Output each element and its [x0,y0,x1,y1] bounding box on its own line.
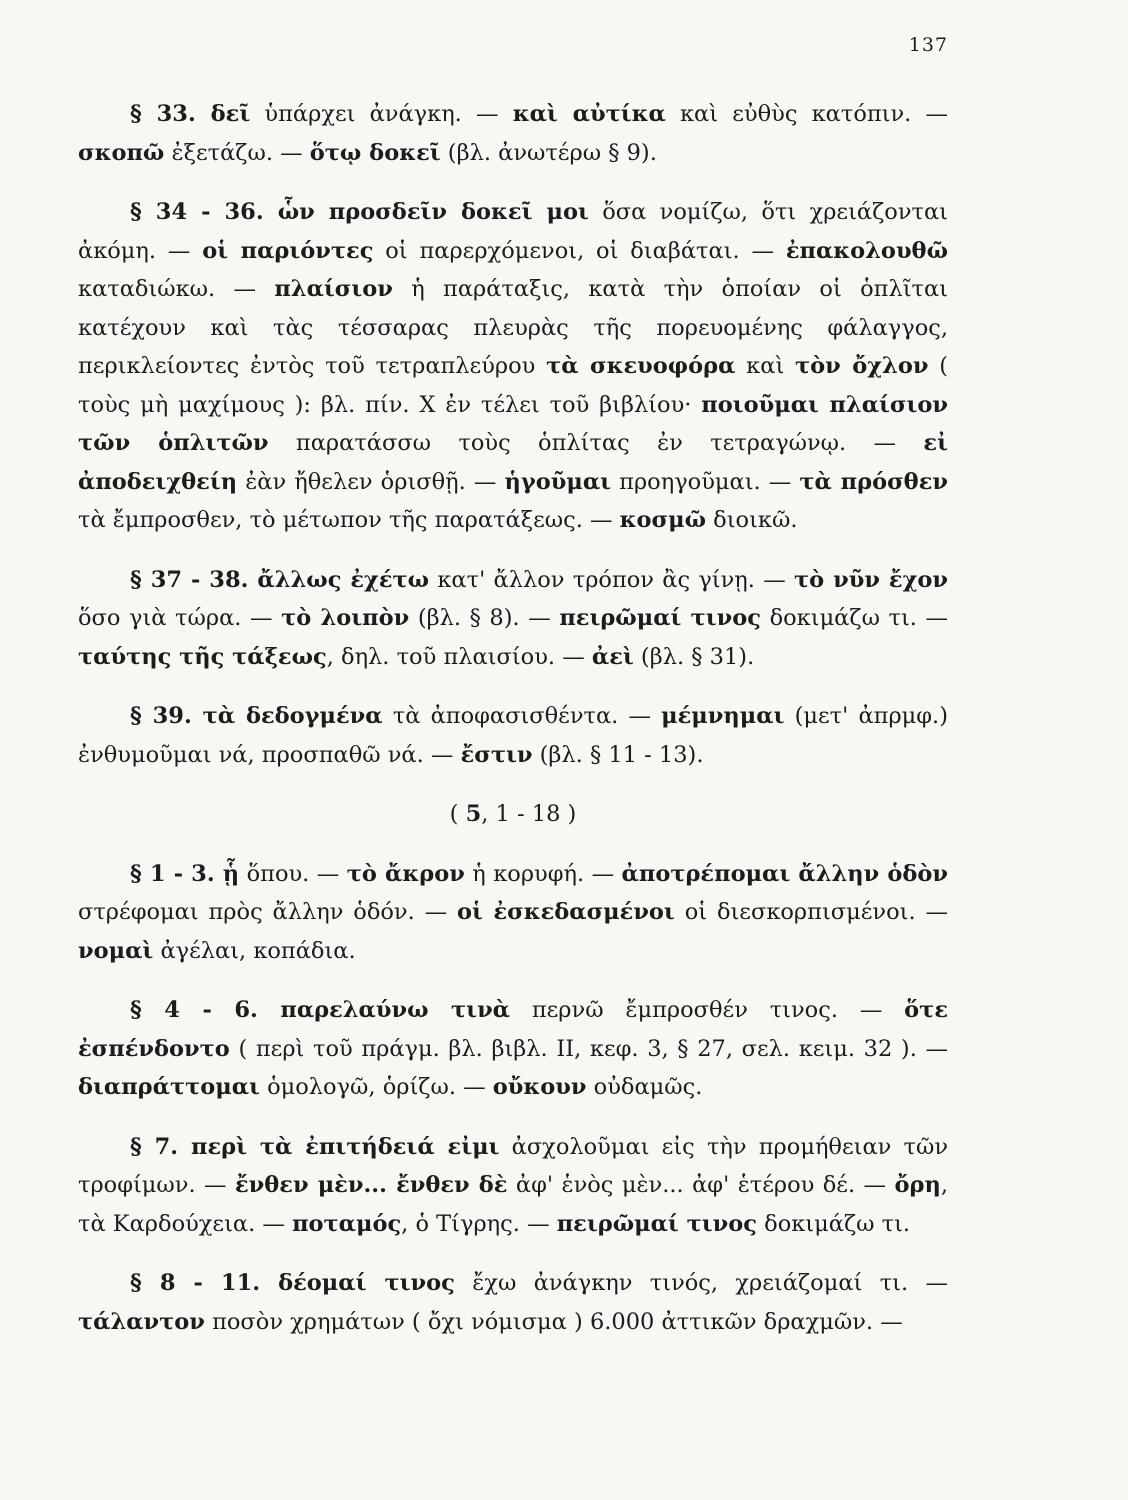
lemma: § 37 - 38. ἄλλως ἐχέτω [130,566,430,593]
lemma: ἔνθεν μὲν... ἔνθεν δὲ [234,1172,508,1198]
gloss: (βλ. § 11 - 13). [532,741,704,768]
gloss: ὅσο γιὰ τώρα. — [78,605,282,631]
commentary-paragraph [78,697,948,774]
lemma: τὸ ἄκρον [346,860,465,887]
gloss: περνῶ ἔμπροσθέν τινος. — [510,997,905,1023]
lemma: εἰ ἀποδειχθείη [78,430,948,495]
lemma: § 8 - 11. δέομαί τινος [130,1270,455,1296]
commentary-paragraph [78,1264,948,1341]
gloss: δοκιμάζω τι. — [761,605,948,631]
gloss: ποσὸν χρημάτων ( ὄχι νόμισμα ) 6.000 ἀττικῶν δραχμῶν. — [204,1308,903,1335]
gloss: ὑπάρχει ἀνάγκη. — [250,101,513,127]
gloss: (βλ. § 31). [633,643,755,670]
gloss: ἀφ' ἑνὸς μὲν... ἀφ' ἑτέρου δέ. — [507,1172,895,1198]
gloss: τὰ ἀποφασισθέντα. — [382,703,662,729]
commentary-paragraph [78,1128,948,1244]
lemma: § 4 - 6. παρελαύνω τινὰ [130,997,510,1023]
gloss: (μετ' ἀπρμφ.) ἐνθυμοῦμαι νά, προσπαθῶ νά. — [78,703,948,768]
lemma: ἐπακολουθῶ [785,237,948,264]
gloss: δοκιμάζω τι. [757,1210,911,1237]
gloss: ὅσα νομίζω, ὅτι χρειάζονται ἀκόμη. — [78,199,948,264]
gloss: στρέφομαι πρὸς ἄλλην ὁδόν. — [78,899,457,925]
lemma: σκοπῶ [78,139,165,166]
lemma: πειρῶμαί τινος [556,1210,757,1237]
commentary-paragraph [78,561,948,677]
section-heading-range: , 1 - 18 ) [481,801,577,827]
gloss: , δηλ. τοῦ πλαισίου. — [326,643,592,670]
page-number: 137 [908,34,948,56]
gloss: τὰ ἔμπροσθεν, τὸ μέτωπον τῆς παρατάξεως. — [78,507,620,533]
gloss: ἀσχολοῦμαι εἰς τὴν προμήθειαν τῶν τροφίμων. — [78,1133,948,1198]
lemma: ἔστιν [460,741,533,768]
lemma: ποταμός [292,1210,402,1237]
lemma: πλαίσιον [274,276,393,302]
body-text [78,95,948,1362]
gloss: ὁμολογῶ, ὁρίζω. — [259,1074,493,1100]
lemma: § 33. δεῖ [130,101,251,127]
gloss: (βλ. § 8). — [409,605,560,631]
gloss: ἡ παράταξις, κατὰ τὴν ὁποίαν οἱ ὁπλῖται κατέχουν καὶ τὰς τέσσαρας πλευρὰς τῆς πορευομένης φάλαγγος, περικλείοντες ἐντὸς τοῦ τετραπλεύρου [78,276,949,379]
gloss: ἐξετάζω. — [164,139,310,166]
lemma: ἀποτρέπομαι ἄλλην ὁδὸν [621,860,948,887]
lemma: τὰ πρόσθεν [799,468,948,495]
gloss: οἱ παρερχόμενοι, οἱ διαβάται. — [373,237,786,264]
gloss: καὶ εὐθὺς κατόπιν. — [665,101,948,127]
lemma: § 7. περὶ τὰ ἐπιτήδειά εἰμι [130,1133,500,1160]
lemma: ὅτε ἐσπένδοντο [78,997,948,1062]
lemma: ἀεὶ [591,643,634,670]
gloss: ( τοὺς μὴ μαχίμους ): βλ. πίν. Χ ἐν τέλει τοῦ βιβλίου· [78,353,948,418]
gloss: ἔχω ἀνάγκην τινός, χρειάζομαί τι. — [454,1270,948,1296]
gloss: διοικῶ. [706,507,798,533]
lemma: ποιοῦμαι πλαίσιον τῶν ὁπλιτῶν [78,391,948,456]
gloss: ὅπου. — [239,860,347,887]
lemma: τὸν ὄχλον [795,353,929,379]
section-heading-number: 5 [465,801,482,827]
commentary-block-1 [78,95,948,774]
gloss: (βλ. ἀνωτέρω § 9). [440,139,657,166]
section-heading [78,795,948,834]
gloss: προηγοῦμαι. — [611,468,800,495]
gloss: καὶ [735,353,796,379]
gloss: ἐὰν ἤθελεν ὁρισθῇ. — [237,468,505,495]
lemma: τὸ λοιπὸν [281,605,410,631]
gloss: οὐδαμῶς. [586,1074,703,1100]
lemma: οἱ ἐσκεδασμένοι [457,899,675,925]
lemma: ὅτῳ δοκεῖ [309,139,441,166]
lemma: πειρῶμαί τινος [559,605,762,631]
gloss: οἱ διεσκορπισμένοι. — [674,899,948,925]
section-heading-open: ( [449,801,466,827]
gloss: ( περὶ τοῦ πράγμ. βλ. βιβλ. ΙΙ, κεφ. 3, § 27, σελ. κειμ. 32 ). — [229,1035,948,1062]
lemma: ταύτης τῆς τάξεως [78,643,327,670]
commentary-paragraph [78,193,948,540]
gloss: καταδιώκω. — [78,276,275,302]
gloss: , ὁ Τίγρης. — [401,1210,557,1237]
commentary-paragraph [78,855,948,971]
lemma: τὸ νῦν ἔχον [793,566,948,593]
commentary-paragraph [78,991,948,1107]
lemma: τάλαντον [78,1308,205,1335]
lemma: νομαὶ [78,937,154,964]
gloss: παρατάσσω τοὺς ὁπλίτας ἐν τετραγώνῳ. — [268,430,924,456]
lemma: καὶ αὐτίκα [512,101,666,127]
lemma: οἱ παριόντες [202,237,374,264]
lemma: διαπράττομαι [78,1074,260,1100]
lemma: μέμνημαι [661,703,785,729]
gloss: , τὰ Καρδούχεια. — [78,1172,949,1237]
commentary-block-2 [78,855,948,1342]
lemma: § 1 - 3. ᾗ [130,860,240,887]
gloss: κατ' ἄλλον τρόπον ἂς γίνῃ. — [429,566,794,593]
commentary-paragraph [78,95,948,172]
gloss: ἡ κορυφή. — [464,860,622,887]
lemma: § 39. τὰ δεδογμένα [130,703,383,729]
gloss: ἀγέλαι, κοπάδια. [153,937,356,964]
lemma: ὄρη [894,1172,941,1198]
lemma: ἡγοῦμαι [504,468,612,495]
lemma: κοσμῶ [619,507,707,533]
lemma: τὰ σκευοφόρα [546,353,736,379]
lemma: § 34 - 36. ὧν προσδεῖν δοκεῖ μοι [130,199,589,225]
lemma: οὔκουν [492,1074,587,1100]
